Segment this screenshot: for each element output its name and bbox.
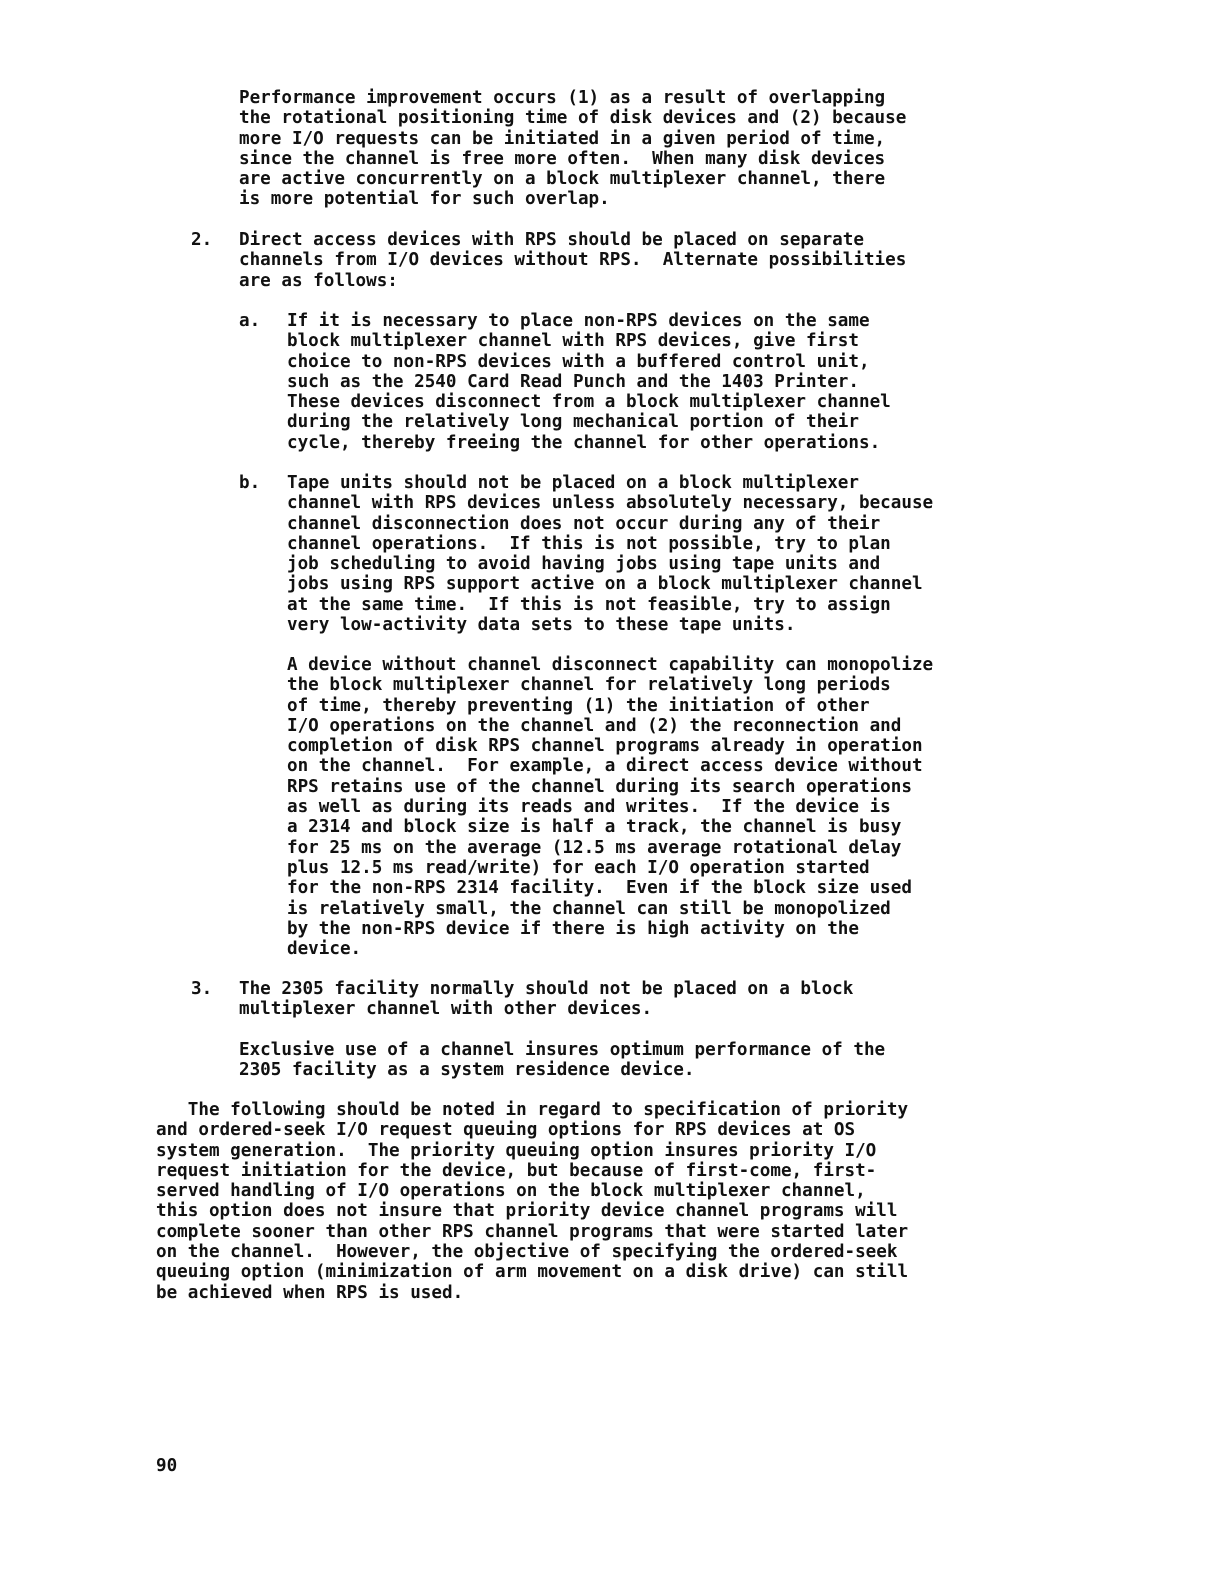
list-marker-3: 3.	[191, 979, 213, 999]
sublist-item-a-text: If it is necessary to place non-RPS devices on the same block multiplexer channel with RPS devices, give first choice to non-RPS devices with a buffered control unit, such as the 2540 Card Read Punch and the 1403 Printer. These devices disconnect from a block multiplexer channel during the relatively long mechanical portion of their cycle, thereby freeing the channel for other operations.	[287, 311, 891, 453]
sublist-marker-b: b.	[239, 473, 261, 493]
list-item-3-text: The 2305 facility normally should not be placed on a block multiplexer channel with other devices.	[239, 979, 854, 1020]
sublist-item-b-continuation: A device without channel disconnect capability can monopolize the block multiplexer channel for relatively long periods of time, thereby preventing (1) the initiation of other I/O operations on the channel and (2) the reconnection and completion of disk RPS channel programs already in operation on the channel. For example, a direct access device without RPS retains use of the channel during its search operations as well as during its reads and writes. If the device is a 2314 and block size is half a track, the channel is busy for 25 ms on the average (12.5 ms average rotational delay plus 12.5 ms read/write) for each I/O operation started for the non-RPS 2314 facility. Even if the block size used is relatively small, the channel can still be monopolized by the non-RPS device if there is high activity on the device.	[287, 655, 934, 960]
intro-paragraph: Performance improvement occurs (1) as a result of overlapping the rotational positioning time of disk devices and (2) because more I/O requests can be initiated in a given period of time, since the channel is free more often. When many disk devices are active concurrently on a block multiplexer channel, there is more potential for such overlap.	[239, 88, 907, 210]
sublist-item-b-text: Tape units should not be placed on a block multiplexer channel with RPS devices unless absolutely necessary, because channel disconnection does not occur during any of their channel operations. If this is not possible, try to plan job scheduling to avoid having jobs using tape units and jobs using RPS support active on a block multiplexer channel at the same time. If this is not feasible, try to assign very low-activity data sets to these tape units.	[287, 473, 934, 636]
closing-paragraph: The following should be noted in regard to specification of priority and ordered-seek I/O request queuing options for RPS devices at OS system generation. The priority queuing option insures priority I/O request initiation for the device, but because of first-come, first- served handling of I/O operations on the block multiplexer channel, this option does not insure that priority device channel programs will complete sooner than other RPS channel programs that were started later on the channel. However, the objective of specifying the ordered-seek queuing option (minimization of arm movement on a disk drive) can still be achieved when RPS is used.	[156, 1100, 909, 1303]
list-item-3-continuation: Exclusive use of a channel insures optimum performance of the 2305 facility as a system residence device.	[239, 1040, 886, 1081]
page-number: 90	[156, 1456, 178, 1476]
list-marker-2: 2.	[191, 230, 213, 250]
list-item-2-text: Direct access devices with RPS should be placed on separate channels from I/O devices without RPS. Alternate possibilities are as follows:	[239, 230, 907, 291]
sublist-marker-a: a.	[239, 311, 261, 331]
